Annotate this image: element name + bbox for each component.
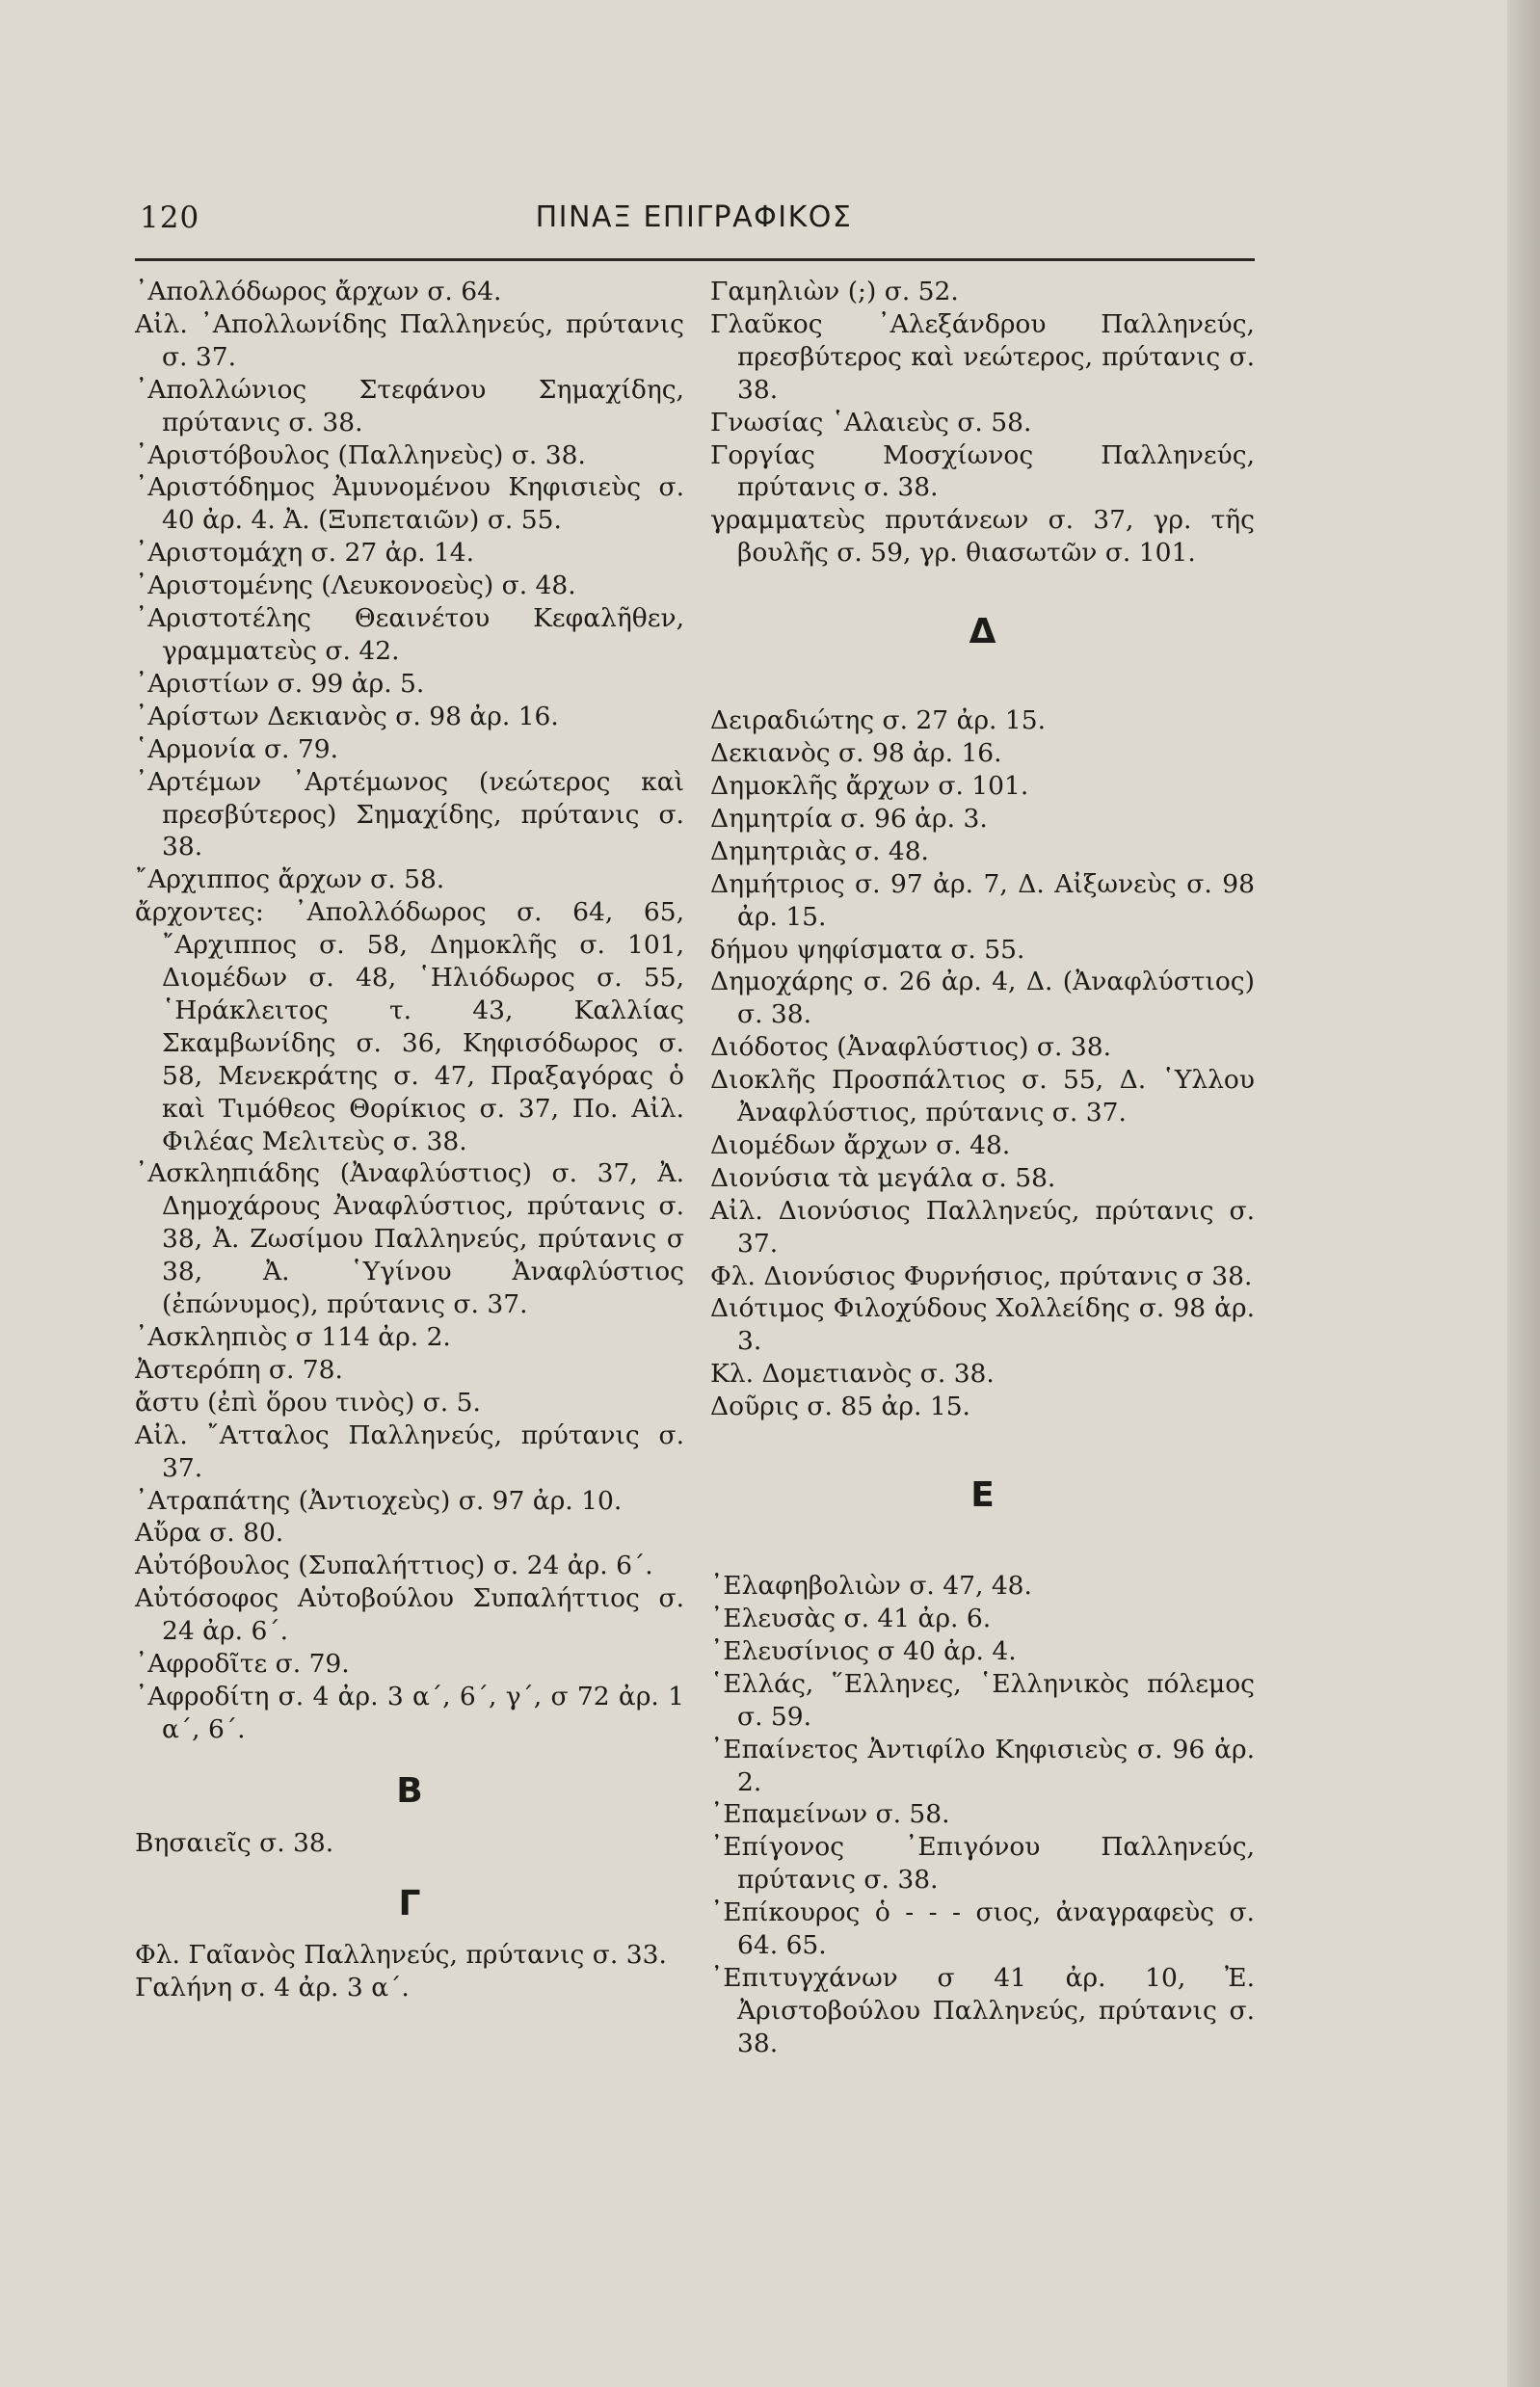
- index-entry: ᾿Αριστόβουλος (Παλληνεὺς) σ. 38.: [135, 439, 586, 470]
- index-entry: ᾿Ασκληπιάδης (Ἀναφλύστιος) σ. 37, Ἀ. Δημοχάρους Ἀναφλύστιος, πρύτανις σ. 38, Ἀ. Ζωσίμου Παλληνεύς, πρύτανις σ 38, Ἀ. ῾Υγίνου Ἀναφλύστιος (ἐπώνυμος), πρύτανις σ. 37.: [135, 1158, 684, 1320]
- header-rule: [135, 258, 1255, 261]
- index-entry: Βησαιεῖς σ. 38.: [135, 1827, 334, 1858]
- index-entry: Γαλήνη σ. 4 ἀρ. 3 α΄.: [135, 1972, 410, 2002]
- index-entry: ᾿Αριστομένης (Λευκονοεὺς) σ. 48.: [135, 570, 576, 601]
- entries-b: [135, 1827, 684, 1860]
- index-entry: Αἰλ. Διονύσιος Παλληνεύς, πρύτανις σ. 37.: [710, 1195, 1255, 1259]
- entries-alpha: [135, 276, 684, 1746]
- index-entry: δήμου ψηφίσματα σ. 55.: [710, 934, 1025, 965]
- page-title: ΠΙΝΑΞ ΕΠΙΓΡΑΦΙΚΟΣ: [535, 200, 853, 234]
- index-entry: ᾿Αριστοτέλης Θεαινέτου Κεφαλῆθεν, γραμματεὺς σ. 42.: [135, 603, 684, 666]
- index-entry: ῾Ελλάς, ῞Ελληνες, ῾Ελληνικὸς πόλεμος σ. 59.: [710, 1668, 1255, 1732]
- index-entry: ᾿Απολλόδωρος ἄρχων σ. 64.: [135, 277, 502, 306]
- page-header: [140, 200, 1248, 239]
- index-entry: Δεκιανὸς σ. 98 ἀρ. 16.: [710, 738, 1002, 769]
- index-entry: ᾿Επιτυγχάνων σ 41 ἀρ. 10, Ἐ. Ἀριστοβούλου Παλληνεύς, πρύτανις σ. 38.: [710, 1962, 1255, 2058]
- index-entry: γραμματεὺς πρυτάνεων σ. 37, γρ. τῆς βουλῆς σ. 59, γρ. θιασωτῶν σ. 101.: [710, 505, 1255, 569]
- entries-d: [710, 704, 1255, 1423]
- index-entry: ᾿Αριστομάχη σ. 27 ἀρ. 14.: [135, 538, 475, 569]
- index-entry: ᾿Επίκουρος ὁ - - - σιος, ἀναγραφεὺς σ. 64. 65.: [710, 1897, 1255, 1961]
- index-entry: ᾿Αριστίων σ. 99 ἀρ. 5.: [135, 668, 425, 699]
- entries-e: [710, 1570, 1255, 2060]
- right-column: [710, 276, 1255, 2060]
- section-letter-g: Γ: [398, 1883, 421, 1923]
- index-entry: ᾿Ελαφηβολιὼν σ. 47, 48.: [710, 1571, 1032, 1602]
- index-entry: Αὐτόσοφος Αὐτοβούλου Συπαλήττιος σ. 24 ἀρ. 6΄.: [135, 1583, 684, 1647]
- index-entry: ᾿Ελευσὰς σ. 41 ἀρ. 6.: [710, 1604, 992, 1633]
- index-entry: ᾿Αρίστων Δεκιανὸς σ. 98 ἀρ. 16.: [135, 701, 559, 731]
- index-entry: Δοῦρις σ. 85 ἀρ. 15.: [710, 1392, 970, 1422]
- index-entry: Δειραδιώτης σ. 27 ἀρ. 15.: [710, 705, 1047, 736]
- page-number: 120: [140, 200, 200, 235]
- index-entry: ᾿Ασκληπιὸς σ 114 ἀρ. 2.: [135, 1322, 451, 1352]
- book-spine-shadow: [1507, 0, 1540, 2387]
- index-entry: ᾿Αρτέμων ᾿Αρτέμωνος (νεώτερος καὶ πρεσβύτερος) Σημαχίδης, πρύτανις σ. 38.: [135, 766, 684, 862]
- index-entry: ἄστυ (ἐπὶ ὅρου τινὸς) σ. 5.: [135, 1387, 481, 1418]
- index-entry: Αὔρα σ. 80.: [135, 1518, 284, 1549]
- section-letter-e: Ε: [970, 1475, 995, 1516]
- index-entry: Δημοχάρης σ. 26 ἀρ. 4, Δ. (Ἀναφλύστιος) σ. 38.: [710, 967, 1255, 1030]
- index-entry: Δημήτριος σ. 97 ἀρ. 7, Δ. Αἰξωνεὺς σ. 98 ἀρ. 15.: [710, 868, 1255, 932]
- index-entry: Γαμηλιὼν (;) σ. 52.: [710, 277, 959, 306]
- index-entry: Διονύσια τὰ μεγάλα σ. 58.: [710, 1162, 1056, 1193]
- section-letter-d: Δ: [969, 612, 996, 652]
- index-entry: Διομέδων ἄρχων σ. 48.: [710, 1129, 1011, 1160]
- index-entry: ῾Αρμονία σ. 79.: [135, 733, 339, 764]
- index-entry: Δημητριὰς σ. 48.: [710, 835, 929, 866]
- entries-gamma-cont: [710, 276, 1255, 570]
- section-letter-b: Β: [396, 1770, 423, 1811]
- index-entry: ᾿Ελευσίνιος σ 40 ἀρ. 4.: [710, 1635, 1017, 1666]
- index-entry: Γλαῦκος ᾿Αλεξάνδρου Παλληνεύς, πρεσβύτερος καὶ νεώτερος, πρύτανις σ. 38.: [710, 308, 1255, 405]
- index-entry: Διοκλῆς Προσπάλτιος σ. 55, Δ. ῾Υλλου Ἀναφλύστιος, πρύτανις σ. 37.: [710, 1065, 1255, 1128]
- index-entry: ᾿Αφροδίτη σ. 4 ἀρ. 3 α΄, 6΄, γ΄, σ 72 ἀρ. 1 α΄, 6΄.: [135, 1681, 684, 1744]
- index-entry: Αἰλ. ᾿Απολλωνίδης Παλληνεύς, πρύτανις σ. 37.: [135, 308, 684, 372]
- index-entry: Διόδοτος (Ἀναφλύστιος) σ. 38.: [710, 1032, 1111, 1063]
- index-entry: Φλ. Γαῖανὸς Παλληνεύς, πρύτανις σ. 33.: [135, 1939, 667, 1970]
- index-entry: ᾿Επαίνετος Ἀντιφίλο Κηφισιεὺς σ. 96 ἀρ. 2.: [710, 1734, 1255, 1797]
- index-entry: ᾿Αφροδῖτε σ. 79.: [135, 1649, 350, 1680]
- index-entry: ᾿Αριστόδημος Ἀμυνομένου Κηφισιεὺς σ. 40 ἀρ. 4. Ἀ. (Ξυπεταιῶν) σ. 55.: [135, 472, 684, 536]
- index-entry: Αἰλ. ῎Ατταλος Παλληνεύς, πρύτανις σ. 37.: [135, 1419, 684, 1483]
- index-entry: Δημοκλῆς ἄρχων σ. 101.: [710, 770, 1029, 801]
- index-entry: ᾿Ατραπάτης (Ἀντιοχεὺς) σ. 97 ἀρ. 10.: [135, 1485, 623, 1516]
- entries-g: [135, 1939, 684, 2004]
- index-entry: Αὐτόβουλος (Συπαλήττιος) σ. 24 ἀρ. 6΄.: [135, 1551, 653, 1581]
- index-entry: Δημητρία σ. 96 ἀρ. 3.: [710, 803, 988, 834]
- left-column: [135, 276, 684, 2004]
- index-entry: ἄρχοντες: ᾿Απολλόδωρος σ. 64, 65, ῎Αρχιππος σ. 58, Δημοκλῆς σ. 101, Διομέδων σ. 48, ῾Ηλιόδωρος σ. 55, ῾Ηράκλειτος τ. 43, Καλλίας Σκαμβωνίδης σ. 36, Κηφισόδωρος σ. 58, Μενεκράτης σ. 47, Πραξαγόρας ὁ καὶ Τιμόθεος Θορίκιος σ. 37, Πο. Αἰλ. Φιλέας Μελιτεὺς σ. 38.: [135, 897, 684, 1156]
- index-entry: ᾿Επίγονος ᾿Επιγόνου Παλληνεύς, πρύτανις σ. 38.: [710, 1832, 1255, 1896]
- index-entry: Γοργίας Μοσχίωνος Παλληνεύς, πρύτανις σ. 38.: [710, 439, 1255, 503]
- index-entry: Φλ. Διονύσιος Φυρνήσιος, πρύτανις σ 38.: [710, 1260, 1253, 1291]
- index-entry: ᾿Επαμείνων σ. 58.: [710, 1799, 950, 1830]
- index-entry: Ἀστερόπη σ. 78.: [135, 1354, 343, 1385]
- index-entry: Κλ. Δομετιανὸς σ. 38.: [710, 1359, 995, 1390]
- index-entry: Διότιμος Φιλοχύδους Χολλείδης σ. 98 ἀρ. 3.: [710, 1293, 1255, 1357]
- index-entry: ᾿Απολλώνιος Στεφάνου Σημαχίδης, πρύτανις σ. 38.: [135, 374, 684, 438]
- index-entry: ῎Αρχιππος ἄρχων σ. 58.: [135, 864, 445, 895]
- index-entry: Γνωσίας ῾Αλαιεὺς σ. 58.: [710, 407, 1032, 438]
